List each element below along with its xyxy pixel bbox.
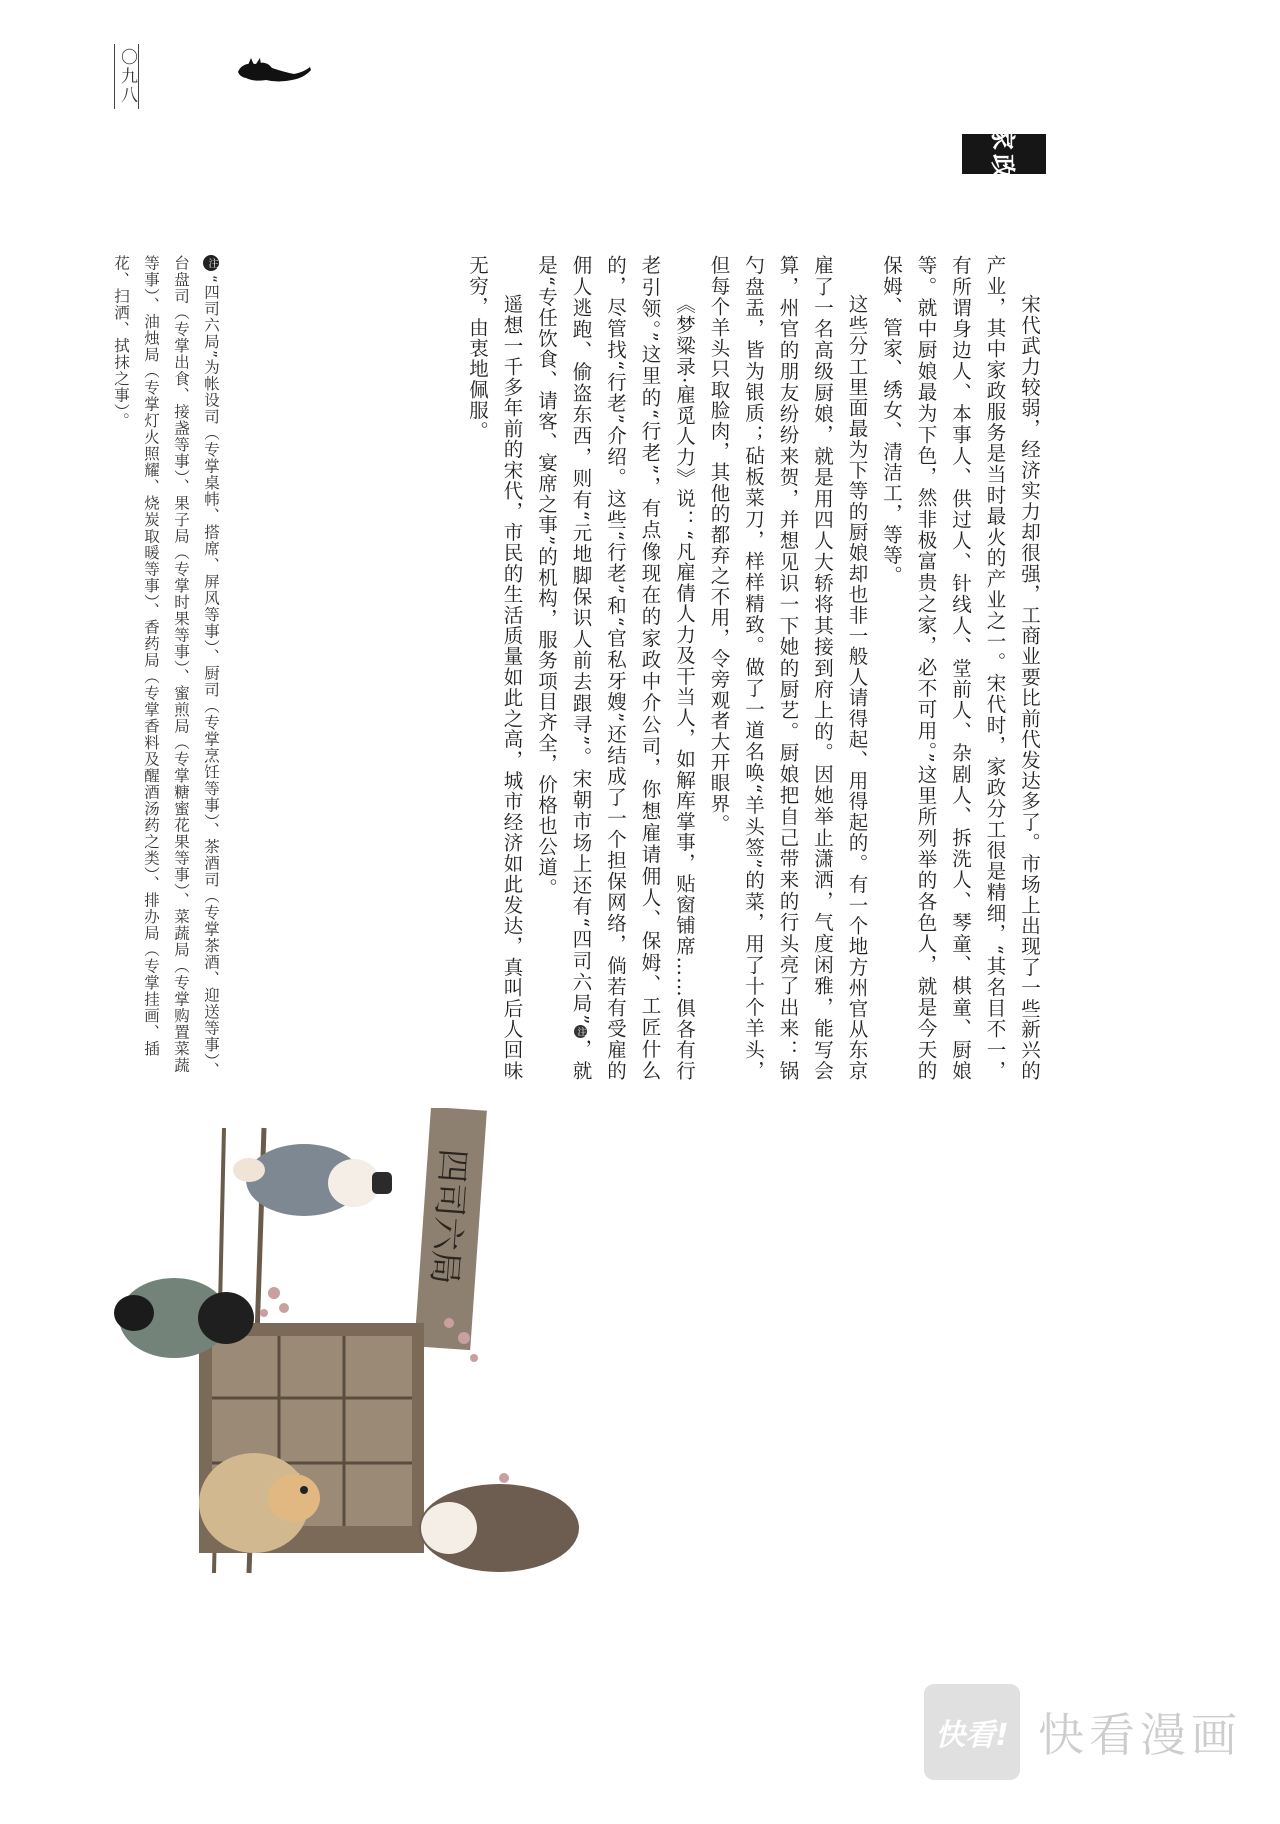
footnote-badge: 注 <box>203 255 219 271</box>
paragraph: 《梦粱录·雇觅人力》说：“凡雇倩人力及干当人，如解库掌事，贴窗铺席……俱各有行老引领。”这里的“行老”，有点像现在的家政中介公司，你想雇请佣人、保姆、工匠什么的，尽管找“行老”介绍。这些“行老”和“官私牙嫂”还结成了一个担保网络，倘若有受雇的佣人逃跑、偷盗东西，则有“元地脚保识人前去跟寻”。宋朝市场上还有“四司六局”注，就是“专任饮食、请客、宴席之事”的机构，服务项目齐全，价格也公道。 <box>535 255 696 1081</box>
sign-post <box>414 1108 487 1350</box>
paragraph: 这些分工里面最为下等的厨娘却也非一般人请得起、用得起的。有一个地方州官从东京雇了一名高级厨娘，就是用四人大轿将其接到府上的。因她举止潇洒，气度闲雅，能写会算，州官的朋友纷纷来贺，并想见识一下她的厨艺。厨娘把自己带来的行头亮了出来：锅勺盘盂，皆为银质；砧板菜刀，样样精致。做了一道名唤“羊头签”的菜，用了十个羊头，但每个羊头只取脸肉，其他的都弃之不用，令旁观者大开眼界。 <box>707 255 869 1081</box>
footnote-text: “四司六局”为帐设司（专掌桌帏、搭席、屏风等事）、厨司（专掌烹饪等事）、茶酒司（专掌茶酒、迎送等事）、台盘司（专掌出食、接盏等事）、果子局（专掌时果等事）、蜜煎局（专掌糖蜜花果等事）、菜蔬局（专掌购置菜蔬等事）、油烛局（专掌灯火照耀、烧炭取暖等事）、香药局（专掌香料及醒酒汤药之类）、排办局（专掌挂画、插花、扫洒、拭抹之事）。 <box>112 255 220 1079</box>
body-text <box>230 255 1046 1081</box>
watermark-text: 快看漫画 <box>1038 1708 1242 1762</box>
paragraph: 宋代武力较弱，经济实力却很强，工商业要比前代发达多了。市场上出现了一些新兴的产业，其中家政服务是当时最火的产业之一。宋代时，家政分工很是精细，“其名目不一，有所谓身边人、本事人、供过人、针线人、堂前人、杂剧人、拆洗人、琴童、棋童、厨娘等。就中厨娘最为下色，然非极富贵之家，必不可用。”这里所列举的各色人，就是今天的保姆、管家、绣女、清洁工，等等。 <box>880 255 1041 1081</box>
page-number: 〇九八 <box>114 44 139 109</box>
paragraph: 遥想一千多年前的宋代，市民的生活质量如此之高，城市经济如此发达，真叫后人回味无穷，由衷地佩服。 <box>466 255 524 1081</box>
section-title: 家政 <box>962 134 1046 174</box>
sign-text: 四司六局 <box>423 1147 473 1286</box>
footnote-marker[interactable]: 注 <box>575 1026 586 1037</box>
watermark-logo: 快看! <box>924 1684 1020 1780</box>
watermark <box>924 1682 1264 1782</box>
illustration <box>104 1108 664 1578</box>
footnote <box>104 255 226 1081</box>
cat-icon <box>232 50 312 90</box>
